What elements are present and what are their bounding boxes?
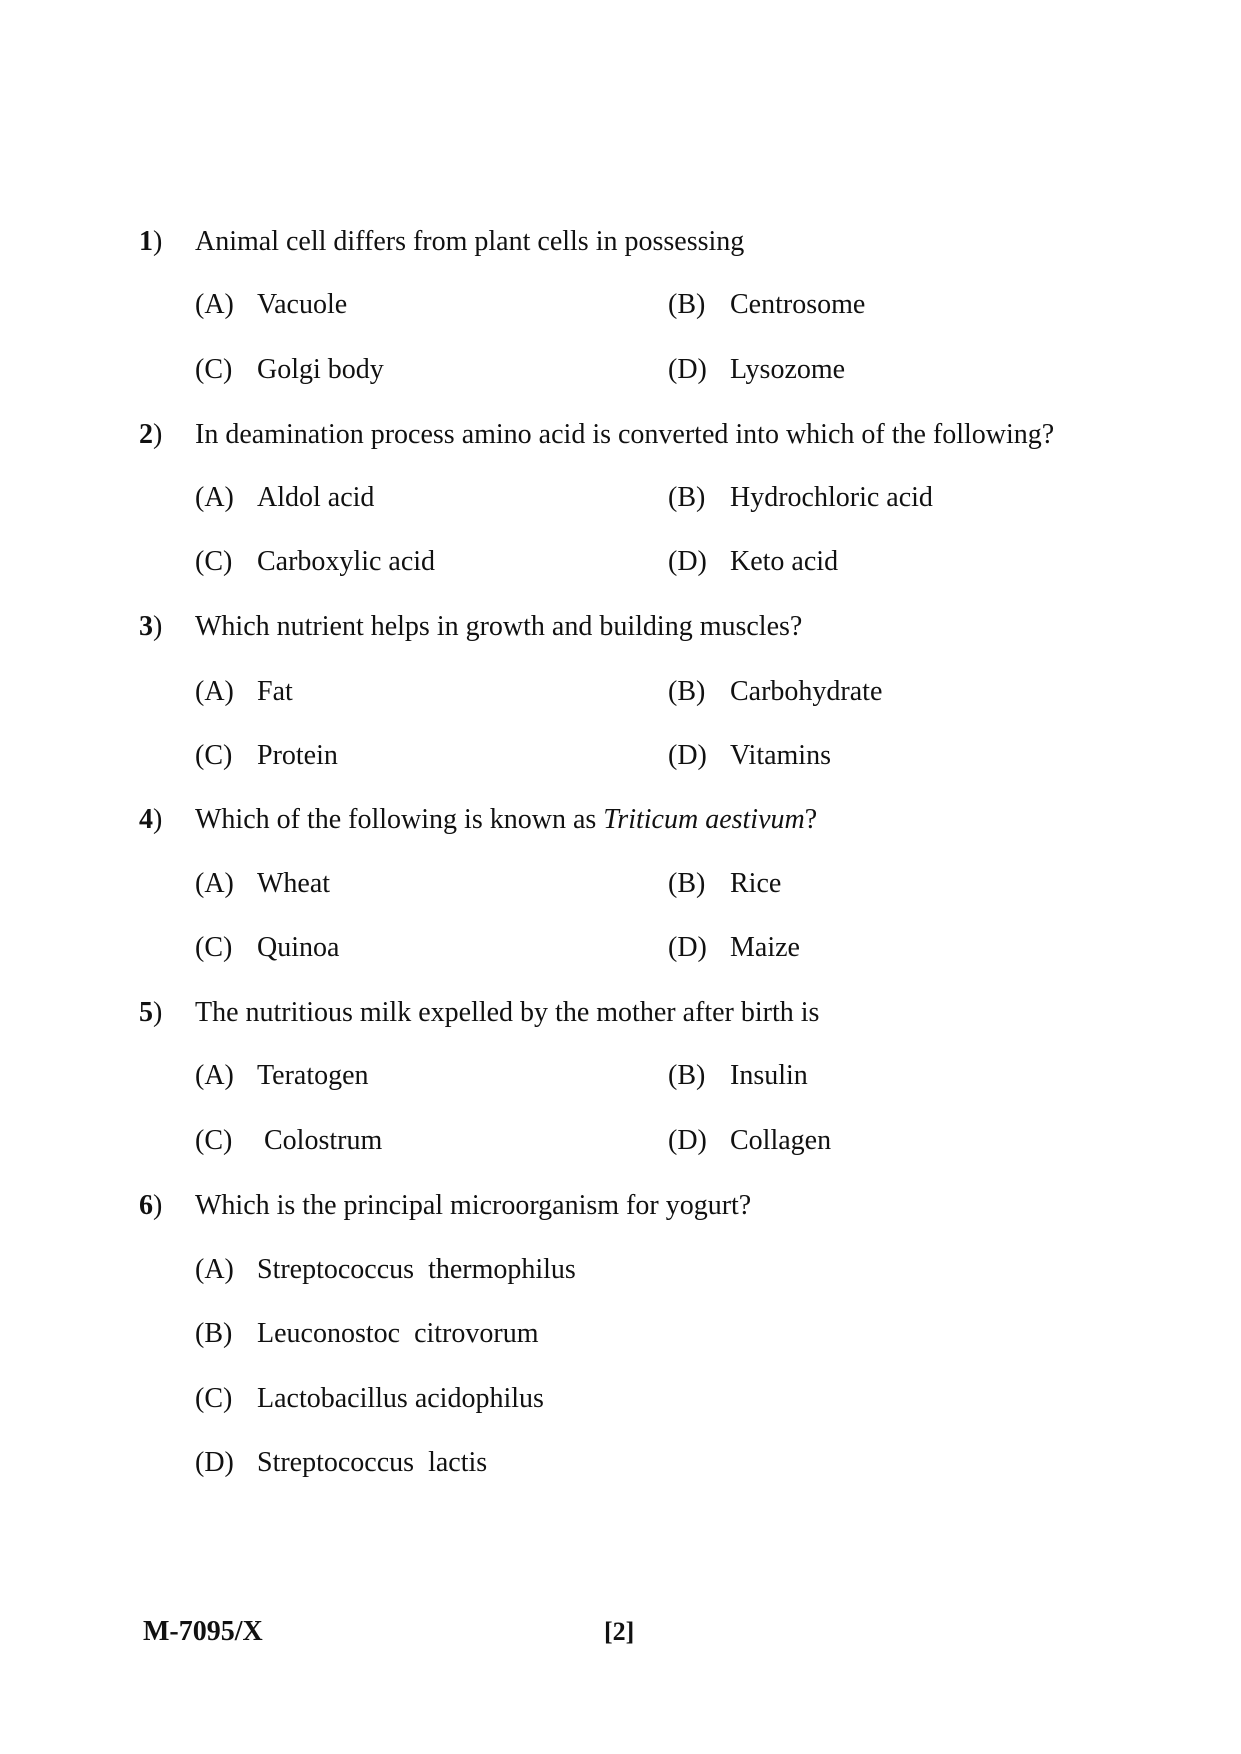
option-text: Fat	[257, 676, 293, 707]
option-text: Leuconostoc citrovorum	[257, 1318, 539, 1349]
option-letter: (A)	[195, 1060, 234, 1091]
question-number: 1)	[139, 226, 163, 257]
option-letter: (B)	[668, 289, 706, 320]
option-letter: (A)	[195, 482, 234, 513]
option-letter: (D)	[668, 546, 707, 577]
option-letter: (B)	[668, 676, 706, 707]
option-letter: (C)	[195, 740, 233, 771]
option-letter: (B)	[668, 868, 706, 899]
option-text: Lysozome	[730, 354, 846, 385]
option-letter: (D)	[668, 354, 707, 385]
option-text: Golgi body	[257, 354, 384, 385]
option-text: Rice	[730, 868, 782, 899]
option-text: Maize	[730, 932, 800, 963]
option-letter: (C)	[195, 354, 233, 385]
option-letter: (B)	[668, 1060, 706, 1091]
question-text: Animal cell differs from plant cells in possessing	[195, 226, 745, 257]
question-number: 2)	[139, 419, 163, 450]
option-text: Carbohydrate	[730, 676, 883, 707]
option-letter: (C)	[195, 546, 233, 577]
option-letter: (B)	[195, 1318, 233, 1349]
option-letter: (C)	[195, 1125, 233, 1156]
option-text: Lactobacillus acidophilus	[257, 1383, 544, 1414]
question-text: Which nutrient helps in growth and building muscles?	[195, 611, 803, 642]
option-letter: (C)	[195, 1383, 233, 1414]
option-text: Streptococcus thermophilus	[257, 1254, 576, 1285]
page-number: [2]	[604, 1617, 635, 1646]
option-letter: (C)	[195, 932, 233, 963]
option-text: Centrosome	[730, 289, 866, 320]
option-text: Vitamins	[730, 740, 831, 771]
option-text: Teratogen	[257, 1060, 369, 1091]
question-text: Which is the principal microorganism for yogurt?	[195, 1190, 752, 1221]
question-text: Which of the following is known as Triticum aestivum?	[195, 804, 818, 835]
option-letter: (A)	[195, 289, 234, 320]
option-text: Streptococcus lactis	[257, 1447, 488, 1478]
option-letter: (D)	[668, 932, 707, 963]
option-text: Collagen	[730, 1125, 832, 1156]
question-number: 6)	[139, 1190, 163, 1221]
option-letter: (A)	[195, 676, 234, 707]
paper-code: M-7095/X	[143, 1616, 263, 1647]
option-text: Hydrochloric acid	[730, 482, 933, 513]
option-letter: (D)	[668, 1125, 707, 1156]
question-number: 3)	[139, 611, 163, 642]
option-text: Quinoa	[257, 932, 340, 963]
option-text: Protein	[257, 740, 338, 771]
option-letter: (A)	[195, 868, 234, 899]
option-text: Vacuole	[257, 289, 348, 320]
option-text: Wheat	[257, 868, 331, 899]
question-text: In deamination process amino acid is converted into which of the following?	[195, 419, 1055, 450]
option-text: Insulin	[730, 1060, 808, 1091]
question-number: 4)	[139, 804, 163, 835]
option-text: Carboxylic acid	[257, 546, 436, 577]
option-letter: (D)	[668, 740, 707, 771]
option-text: Keto acid	[730, 546, 839, 577]
option-letter: (A)	[195, 1254, 234, 1285]
question-number: 5)	[139, 997, 163, 1028]
question-text: The nutritious milk expelled by the mother after birth is	[195, 997, 820, 1028]
scientific-name: Triticum aestivum	[603, 804, 805, 835]
option-text: Aldol acid	[257, 482, 375, 513]
option-letter: (B)	[668, 482, 706, 513]
option-text: Colostrum	[257, 1125, 383, 1156]
option-letter: (D)	[195, 1447, 234, 1478]
